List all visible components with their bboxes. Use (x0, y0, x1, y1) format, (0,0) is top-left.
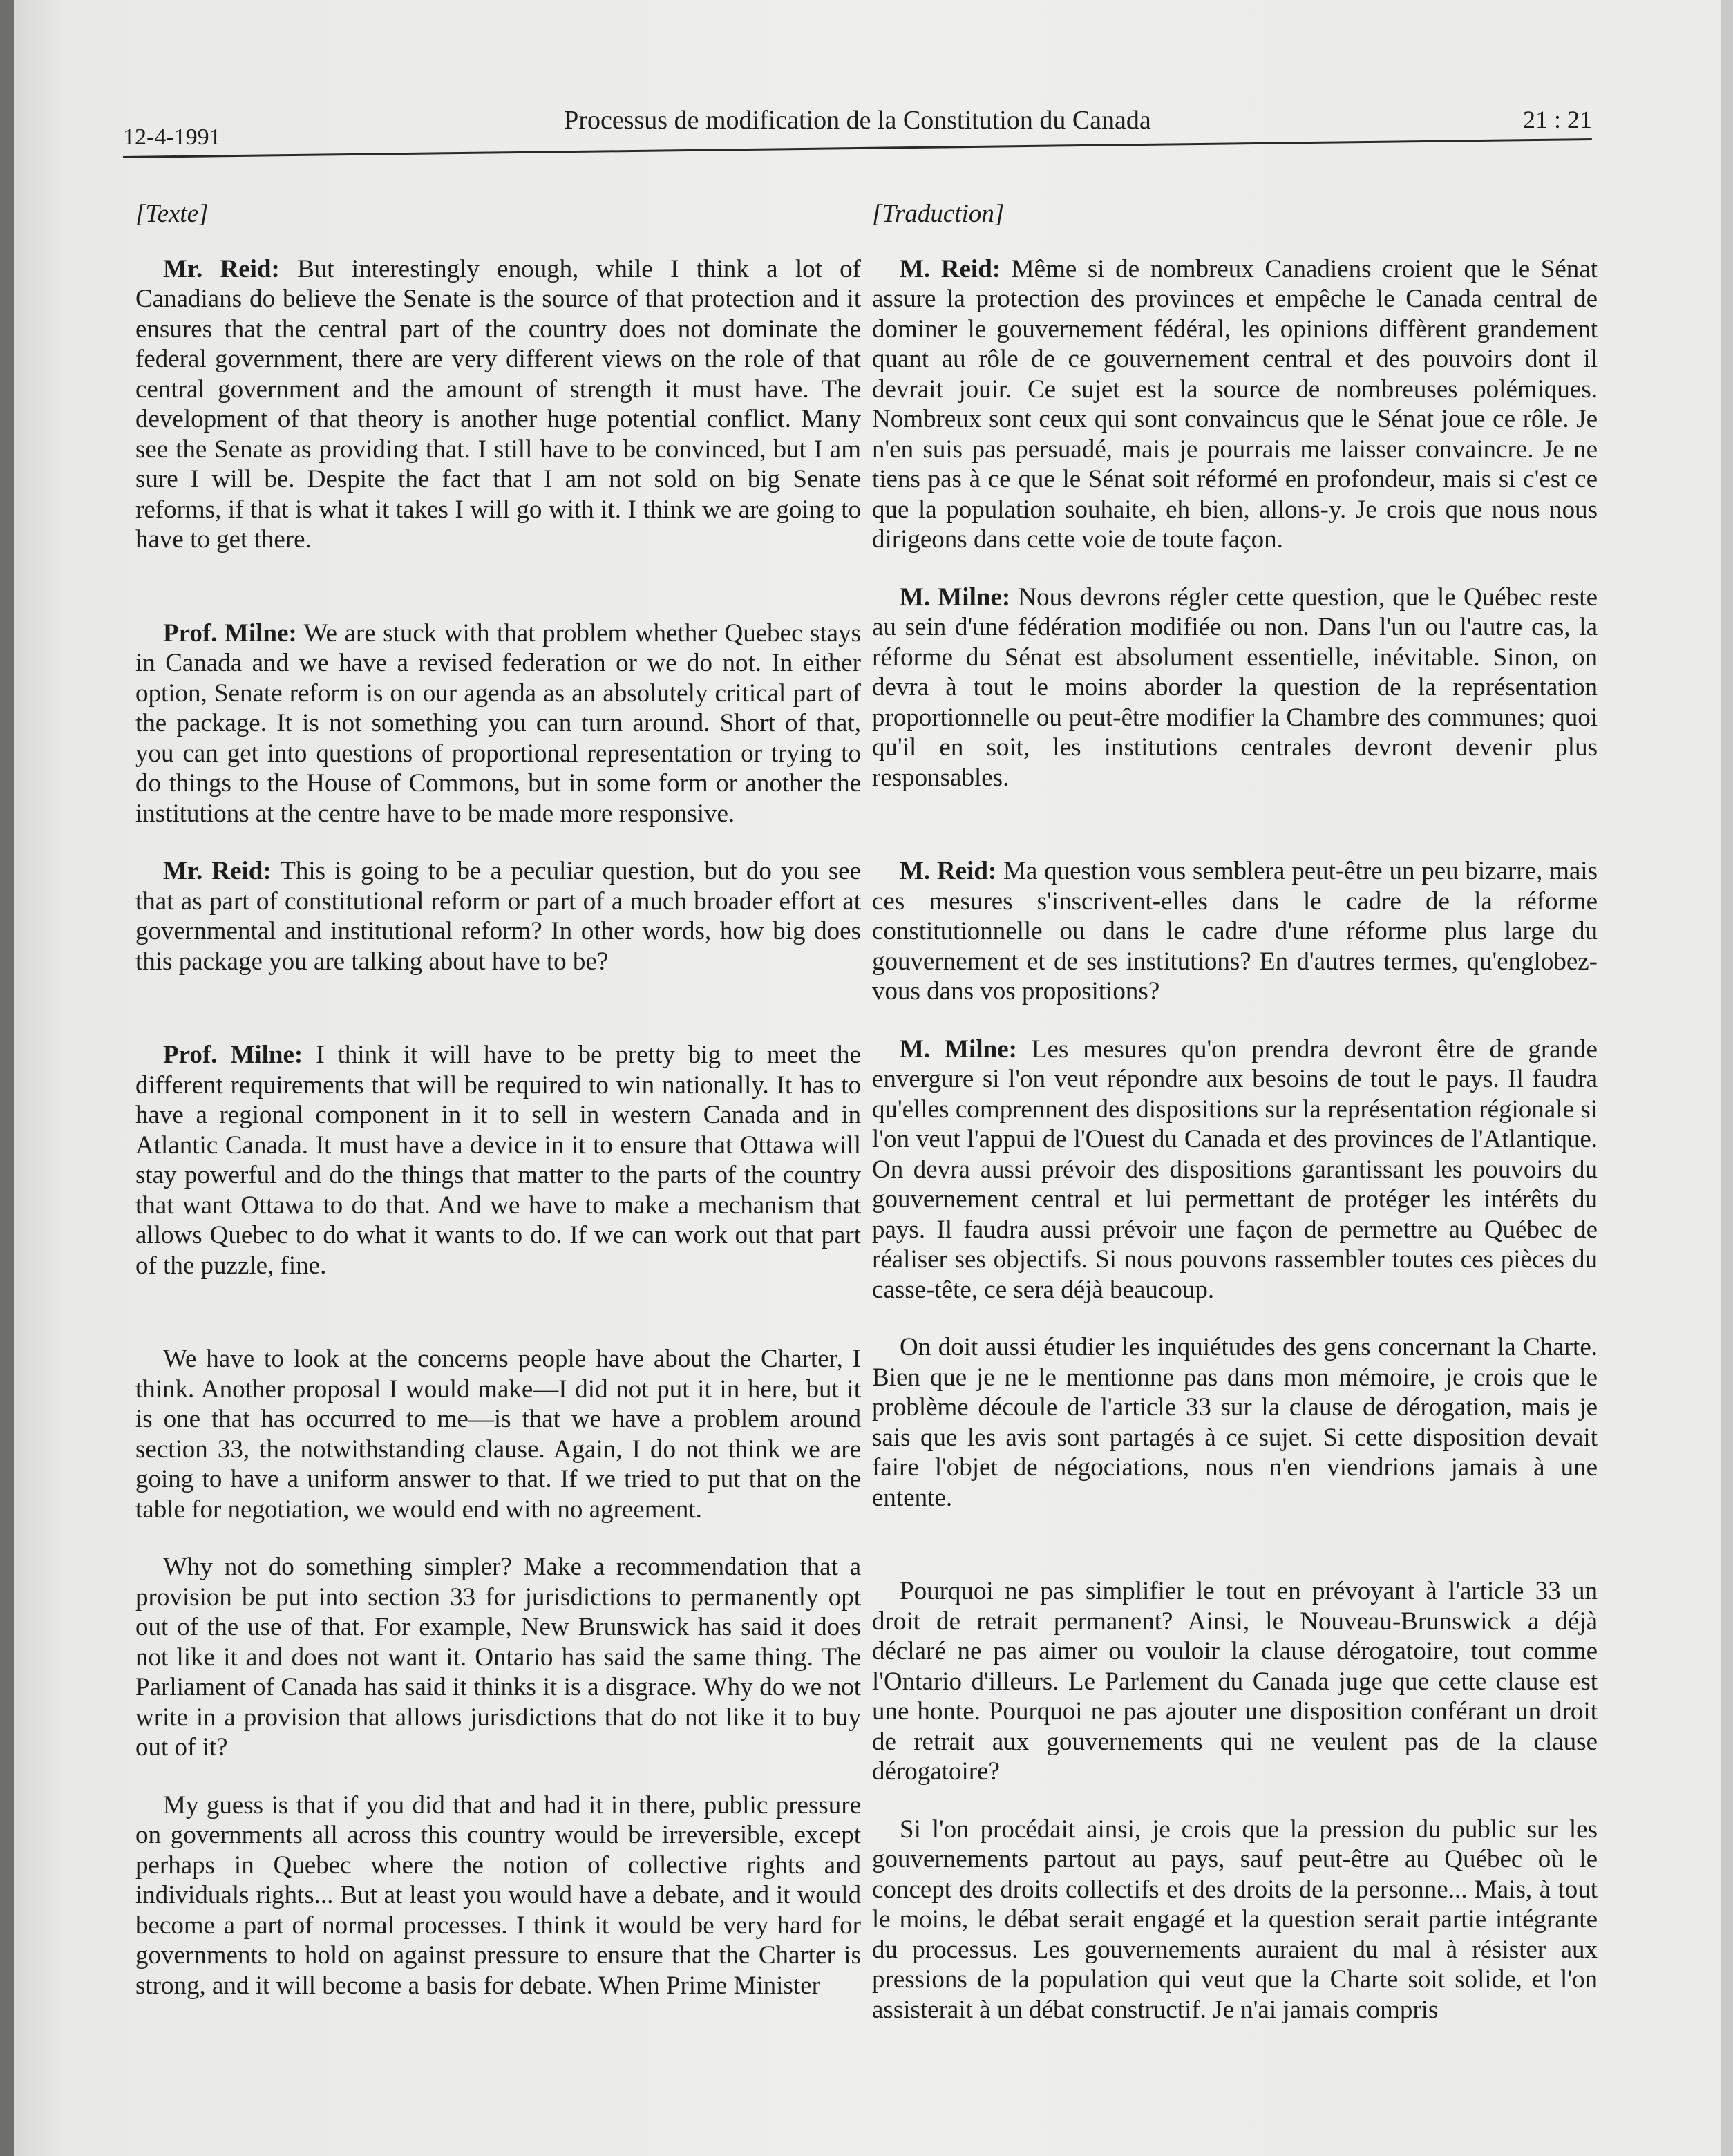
paragraph-charter-concerns-fr: On doit aussi étudier les inquiétudes des gens concernant la Charte. Bien que je ne le mentionne pas dans mon mémoire, je crois que le problème découle de l'article 33 sur la clause de dérogation, mais je sais que les avis sont partagés à ce sujet. Si cette disposition devait faire l'objet de négociations, nous n'en viendrions jamais à une entente. (872, 1333, 1598, 1512)
language-tag-english: [Texte] (135, 200, 209, 228)
paragraph-simpler-proposal-fr: Pourquoi ne pas simplifier le tout en prévoyant à l'article 33 un droit de retrait permanent? Ainsi, le Nouveau-Brunswick a déjà déclaré ne pas aimer ou vouloir la clause dérogatoire, tout comme l'Ontario d'illeurs. Le Parlement du Canada juge que cette clause est une honte. Pourquoi ne pas ajouter une disposition conférant un droit de retrait aux gouvernements qui ne veulent pas de la clause dérogatoire? (872, 1577, 1598, 1786)
speaker-label: M. Milne: (900, 1034, 1017, 1063)
speaker-label: Mr. Reid: (163, 857, 272, 885)
paragraph-reid-1-fr: M. Reid: Même si de nombreux Canadiens croient que le Sénat assure la protection des provinces et empêche le Canada central de dominer le gouvernement fédéral, les opinions diffèrent grandement quant au rôle de ce gouvernement central et des pouvoirs dont il devrait jouir. Ce sujet est la source de nombreuses polémiques. Nombreux sont ceux qui sont convaincus que le Sénat joue ce rôle. Je n'en suis pas persuadé, mais je pourrais me laisser convaincre. Je ne tiens pas à ce que le Sénat soit réformé en profondeur, mais si c'est ce que la population souhaite, eh bien, allons-y. Je crois que nous nous dirigeons dans cette voie de toute façon. (872, 254, 1598, 554)
paragraph-milne-2-fr: M. Milne: Les mesures qu'on prendra devront être de grande envergure si l'on veut répondre aux besoins de tout le pays. Il faudra qu'elles comprennent des dispositions sur la représentation régionale si l'on veut l'appui de l'Ouest du Canada et des provinces de l'Atlantique. On devra aussi prévoir des dispositions garantissant les pouvoirs du gouvernement central et lui permettant de protéger les intérêts du pays. Il faudra aussi prévoir une façon de permettre au Québec de réaliser ses objectifs. Si nous pouvons rassembler toutes ces pièces du casse-tête, ce sera déjà beaucoup. (872, 1034, 1598, 1304)
document-page (14, 0, 1721, 2156)
header-title: Processus de modification de la Constitution du Canada (564, 106, 1151, 135)
paragraph-simpler-proposal: Why not do something simpler? Make a recommendation that a provision be put into section 33 for jurisdictions to permanently opt out of the use of that. For example, New Brunswick has said it does not like it and does not want it. Ontario has said the same thing. The Parliament of Canada has said it thinks it is a disgrace. Why do we not write in a provision that allows jurisdictions that do not like it to buy out of it? (135, 1553, 861, 1761)
speaker-label: M. Reid: (900, 254, 1001, 283)
speaker-label: Mr. Reid: (163, 254, 280, 283)
paragraph-public-pressure: My guess is that if you did that and had it in there, public pressure on governments all across this country would be irreversible, except perhaps in Quebec where the notion of collective rights and individuals rights... But at least you would have a debate, and it would become a part of normal processes. I think it would be very hard for governments to hold on against pressure to ensure that the Charter is strong, and it will become a basis for debate. When Prime Minister (135, 1790, 861, 2000)
speaker-label: Prof. Milne: (163, 1041, 303, 1069)
paragraph-milne-2: Prof. Milne: I think it will have to be pretty big to meet the different requirements that will be required to win nationally. It has to have a regional component in it to sell in western Canada and in Atlantic Canada. It must have a device in it to ensure that Ottawa will stay powerful and do the things that matter to the parts of the country that want Ottawa to do that. And we have to make a mechanism that allows Quebec to do what it wants to do. If we can work out that part of the puzzle, fine. (135, 1041, 861, 1280)
binding-edge (0, 0, 14, 2156)
paragraph-public-pressure-fr: Si l'on procédait ainsi, je crois que la pression du public sur les gouvernements partout au pays, sauf peut-être au Québec où le concept des droits collectifs et des droits de la personne... Mais, à tout le moins, le débat serait engagé et la question serait partie intégrante du processus. Les gouvernements auraient du mal à résister aux pressions de la population qui veut que la Charte soit solide, et l'on assisterait à un débat constructif. Je n'ai jamais compris (872, 1815, 1598, 2024)
paragraph-reid-1: Mr. Reid: But interestingly enough, while I think a lot of Canadians do believe the Senate is the source of that protection and it ensures that the central part of the country does not dominate the federal government, there are very different views on the role of that central government and the amount of strength it must have. The development of that theory is another huge potential conflict. Many see the Senate as providing that. I still have to be convinced, but I am sure I will be. Despite the fact that I am not sold on big Senate reforms, if that is what it takes I will go with it. I think we are going to have to get there. (135, 254, 861, 554)
language-tag-french: [Traduction] (872, 200, 1005, 228)
header-page-number: 21 : 21 (1522, 106, 1592, 133)
french-column (872, 199, 1598, 2052)
paragraph-milne-1: Prof. Milne: We are stuck with that problem whether Quebec stays in Canada and we have a revised federation or we do not. In either option, Senate reform is on our agenda as an absolutely critical part of the package. It is not something you can turn around. Short of that, you can get into questions of proportional representation or trying to do things to the House of Commons, but in some form or another the institutions at the centre have to be made more responsive. (135, 618, 862, 828)
speaker-label: Prof. Milne: (163, 618, 297, 647)
paragraph-charter-concerns: We have to look at the concerns people have about the Charter, I think. Another proposal I would make—I did not put it in here, but it is one that has occurred to me—is that we have a problem around section 33, the notwithstanding clause. Again, I do not think we are going to have a uniform answer to that. If we tried to put that on the table for negotiation, we would end with no agreement. (135, 1345, 861, 1524)
paragraph-reid-2: Mr. Reid: This is going to be a peculiar question, but do you see that as part of constitutional reform or part of a much broader effort at governmental and institutional reform? In other words, how big does this package you are talking about have to be? (135, 857, 861, 976)
paragraph-reid-2-fr: M. Reid: Ma question vous semblera peut-être un peu bizarre, mais ces mesures s'inscrivent-elles dans le cadre de la réforme constitutionnelle ou dans le cadre d'une réforme plus large du gouvernement et de ses institutions? En d'autres termes, qu'englobez-vous dans vos propositions? (872, 857, 1598, 1005)
page-header (123, 97, 1592, 152)
speaker-label: M. Reid: (900, 857, 997, 885)
speaker-label: M. Milne: (900, 583, 1011, 612)
paragraph-milne-1-fr: M. Milne: Nous devrons régler cette question, que le Québec reste au sein d'une fédération modifiée ou non. Dans l'un ou l'autre cas, la réforme du Sénat est absolument essentielle, inévitable. Sinon, on devra à tout le moins aborder la question de la représentation proportionnelle ou peut-être modifier la Chambre des communes; quoi qu'il en soit, les institutions centrales devront devenir plus responsables. (872, 583, 1598, 792)
english-column (135, 199, 861, 2028)
header-date: 12-4-1991 (123, 124, 221, 150)
header-rule (123, 138, 1592, 158)
